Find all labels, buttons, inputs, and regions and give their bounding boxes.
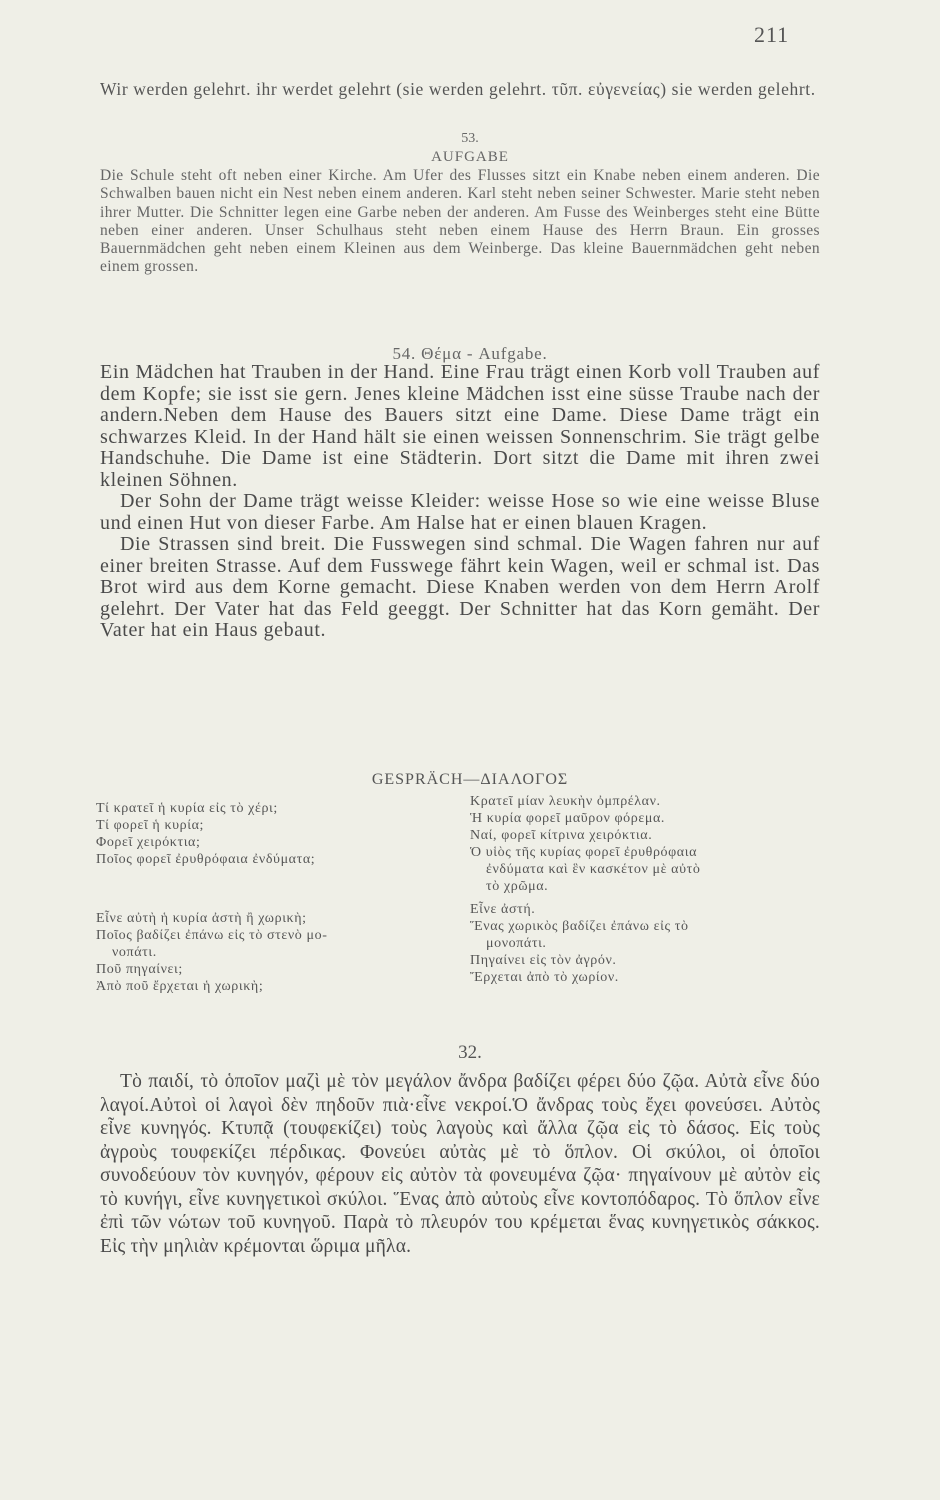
dialogue-answer: Ἕνας χωρικὸς βαδίζει ἐπάνω εἰς τὸ xyxy=(470,919,689,934)
exercise-53-number: 53. xyxy=(461,131,479,146)
dialogue-answer: Ἡ κυρία φορεῖ μαῦρον φόρεμα. xyxy=(470,811,665,826)
exercise-53-text: Die Schule steht oft neben einer Kirche. Am Ufer des Flusses sitzt ein Knabe neben einem anderen. Die Schwalben bauen nicht ein Nest neben einem anderen. Karl steht neben seiner Schwester. Marie steht neben ihrer Mutter. Die Schnitter legen eine Garbe neben der anderen. Am Fusse des Weinberges steht eine Bütte neben einer anderen. Unser Schulhaus steht neben einem Hause des Herrn Braun. Ein grosses Bauernmädchen geht neben einem Kleinen aus dem Weinberge. Das kleine Bauernmädchen geht neben einem grossen. xyxy=(100,167,820,276)
page-number: 211 xyxy=(754,22,790,47)
exercise-32-number: 32. xyxy=(458,1042,482,1063)
dialogue-answers xyxy=(470,793,825,986)
dialogue-answer: Ἔρχεται ἀπὸ τὸ χωρίον. xyxy=(470,970,619,985)
dialogue-question: Τί φορεῖ ἡ κυρία; xyxy=(96,818,205,833)
exercise-54-paragraph: Ein Mädchen hat Trauben in der Hand. Eine Frau trägt einen Korb voll Trauben auf dem Kopfe; sie isst sie gern. Jenes kleine Mädchen isst eine süsse Traube nach der andern.Neben dem Hause des Bauers sitzt eine Dame. Diese Dame trägt ein schwarzes Kleid. In der Hand hält sie einen weissen Sonnenschrim. Sie trägt gelbe Handschuhe. Die Dame ist eine Städterin. Dort sitzt die Dame mit ihren zwei kleinen Söhnen. xyxy=(100,361,820,491)
dialogue-answer: Εἶνε ἀστή. xyxy=(470,902,536,917)
dialogue-question: νοπάτι. xyxy=(112,945,157,960)
dialogue-answer: Ὁ υἱὸς τῆς κυρίας φορεῖ ἐρυθρόφαια xyxy=(470,845,698,860)
exercise-54-heading: 54. Θέμα - Aufgabe. xyxy=(392,344,548,363)
dialogue-answer: μονοπάτι. xyxy=(486,936,547,951)
dialogue-answer: Κρατεῖ μίαν λευκὴν ὀμπρέλαν. xyxy=(470,794,661,809)
exercise-32-text xyxy=(100,1070,820,1258)
dialogue-question: Ἀπὸ ποῦ ἔρχεται ἡ χωρικὴ; xyxy=(96,979,264,994)
dialogue-question: Ποῖος φορεῖ ἐρυθρόφαια ἐνδύματα; xyxy=(96,852,316,867)
dialogue-question: Ποῦ πηγαίνει; xyxy=(96,962,183,977)
exercise-32-paragraph: Τὸ παιδί, τὸ ὁποῖον μαζὶ μὲ τὸν μεγάλον ἄνδρα βαδίζει φέρει δύο ζῷα. Αὐτὰ εἶνε δύο λαγοί.Αὐτοὶ οἱ λαγοὶ δὲν πηδοῦν πιὰ·εἶνε νεκροί.Ὁ ἄνδρας τοὺς ἔχει φονεύσει. Αὐτὸς εἶνε κυνηγός. Κτυπᾷ (τουφεκίζει) τοὺς λαγοὺς καὶ ἄλλα ζῷα εἰς τὸ δάσος. Εἰς τοὺς ἀγροὺς τουφεκίζει πέρδικας. Φονεύει αὐτὰς μὲ τὸ ὅπλον. Οἱ σκύλοι, οἱ ὁποῖοι συνοδεύουν τὸν κυνηγόν, φέρουν εἰς αὐτὸν τὰ φονευμένα ζῷα· πηγαίνουν μὲ αὐτὸν εἰς τὸ κυνήγι, εἶνε κυνηγετικοὶ σκύλοι. Ἕνας ἀπὸ αὐτοὺς εἶνε κοντοπόδαρος. Τὸ ὅπλον εἶνε ἐπὶ τῶν νώτων τοῦ κυνηγοῦ. Παρὰ τὸ πλευρόν του κρέμεται ἕνας κυνηγετικὸς σάκκος. Εἰς τὴν μηλιὰν κρέμονται ὥριμα μῆλα. xyxy=(100,1071,820,1257)
exercise-54-paragraph: Der Sohn der Dame trägt weisse Kleider: weisse Hose so wie eine weisse Bluse und einen Hut von dieser Farbe. Am Halse hat er einen blauen Kragen. xyxy=(100,490,820,534)
dialogue-answer: Ναί, φορεῖ κίτρινα χειρόκτια. xyxy=(470,828,653,843)
dialogue-answer: ἐνδύματα καὶ ἓν κασκέτον μὲ αὐτὸ xyxy=(486,862,701,877)
dialogue-questions xyxy=(96,800,451,995)
dialogue-question: Ποῖος βαδίζει ἐπάνω εἰς τὸ στενὸ μο- xyxy=(96,928,328,943)
dialogue-question: Εἶνε αὐτὴ ἡ κυρία ἀστὴ ἢ χωρικὴ; xyxy=(96,911,307,926)
exercise-53-title: AUFGABE xyxy=(431,149,509,165)
dialogue-answer: τὸ χρῶμα. xyxy=(486,879,549,894)
dialogue-question: Φορεῖ χειρόκτια; xyxy=(96,835,201,850)
intro-paragraph: Wir werden gelehrt. ihr werdet gelehrt (sie werden gelehrt. τῦπ. εὐγενείας) sie werden gelehrt. xyxy=(100,79,816,99)
exercise-54-paragraph: Die Strassen sind breit. Die Fusswegen sind schmal. Die Wagen fahren nur auf einer breiten Strasse. Auf dem Fusswege fährt kein Wagen, weil er schmal ist. Das Brot wird aus dem Korne gemacht. Diese Knaben werden von dem Herrn Arolf gelehrt. Der Vater hat das Feld geeggt. Der Schnitter hat das Korn gemäht. Der Vater hat ein Haus gebaut. xyxy=(100,533,820,641)
dialogue-answer: Πηγαίνει εἰς τὸν ἀγρόν. xyxy=(470,953,617,968)
dialogue-question: Τί κρατεῖ ἡ κυρία εἰς τὸ χέρι; xyxy=(96,801,278,816)
exercise-54-text xyxy=(100,362,820,642)
dialogue-heading: GESPRÄCH—ΔΙΑΛΟΓΟΣ xyxy=(371,771,569,788)
